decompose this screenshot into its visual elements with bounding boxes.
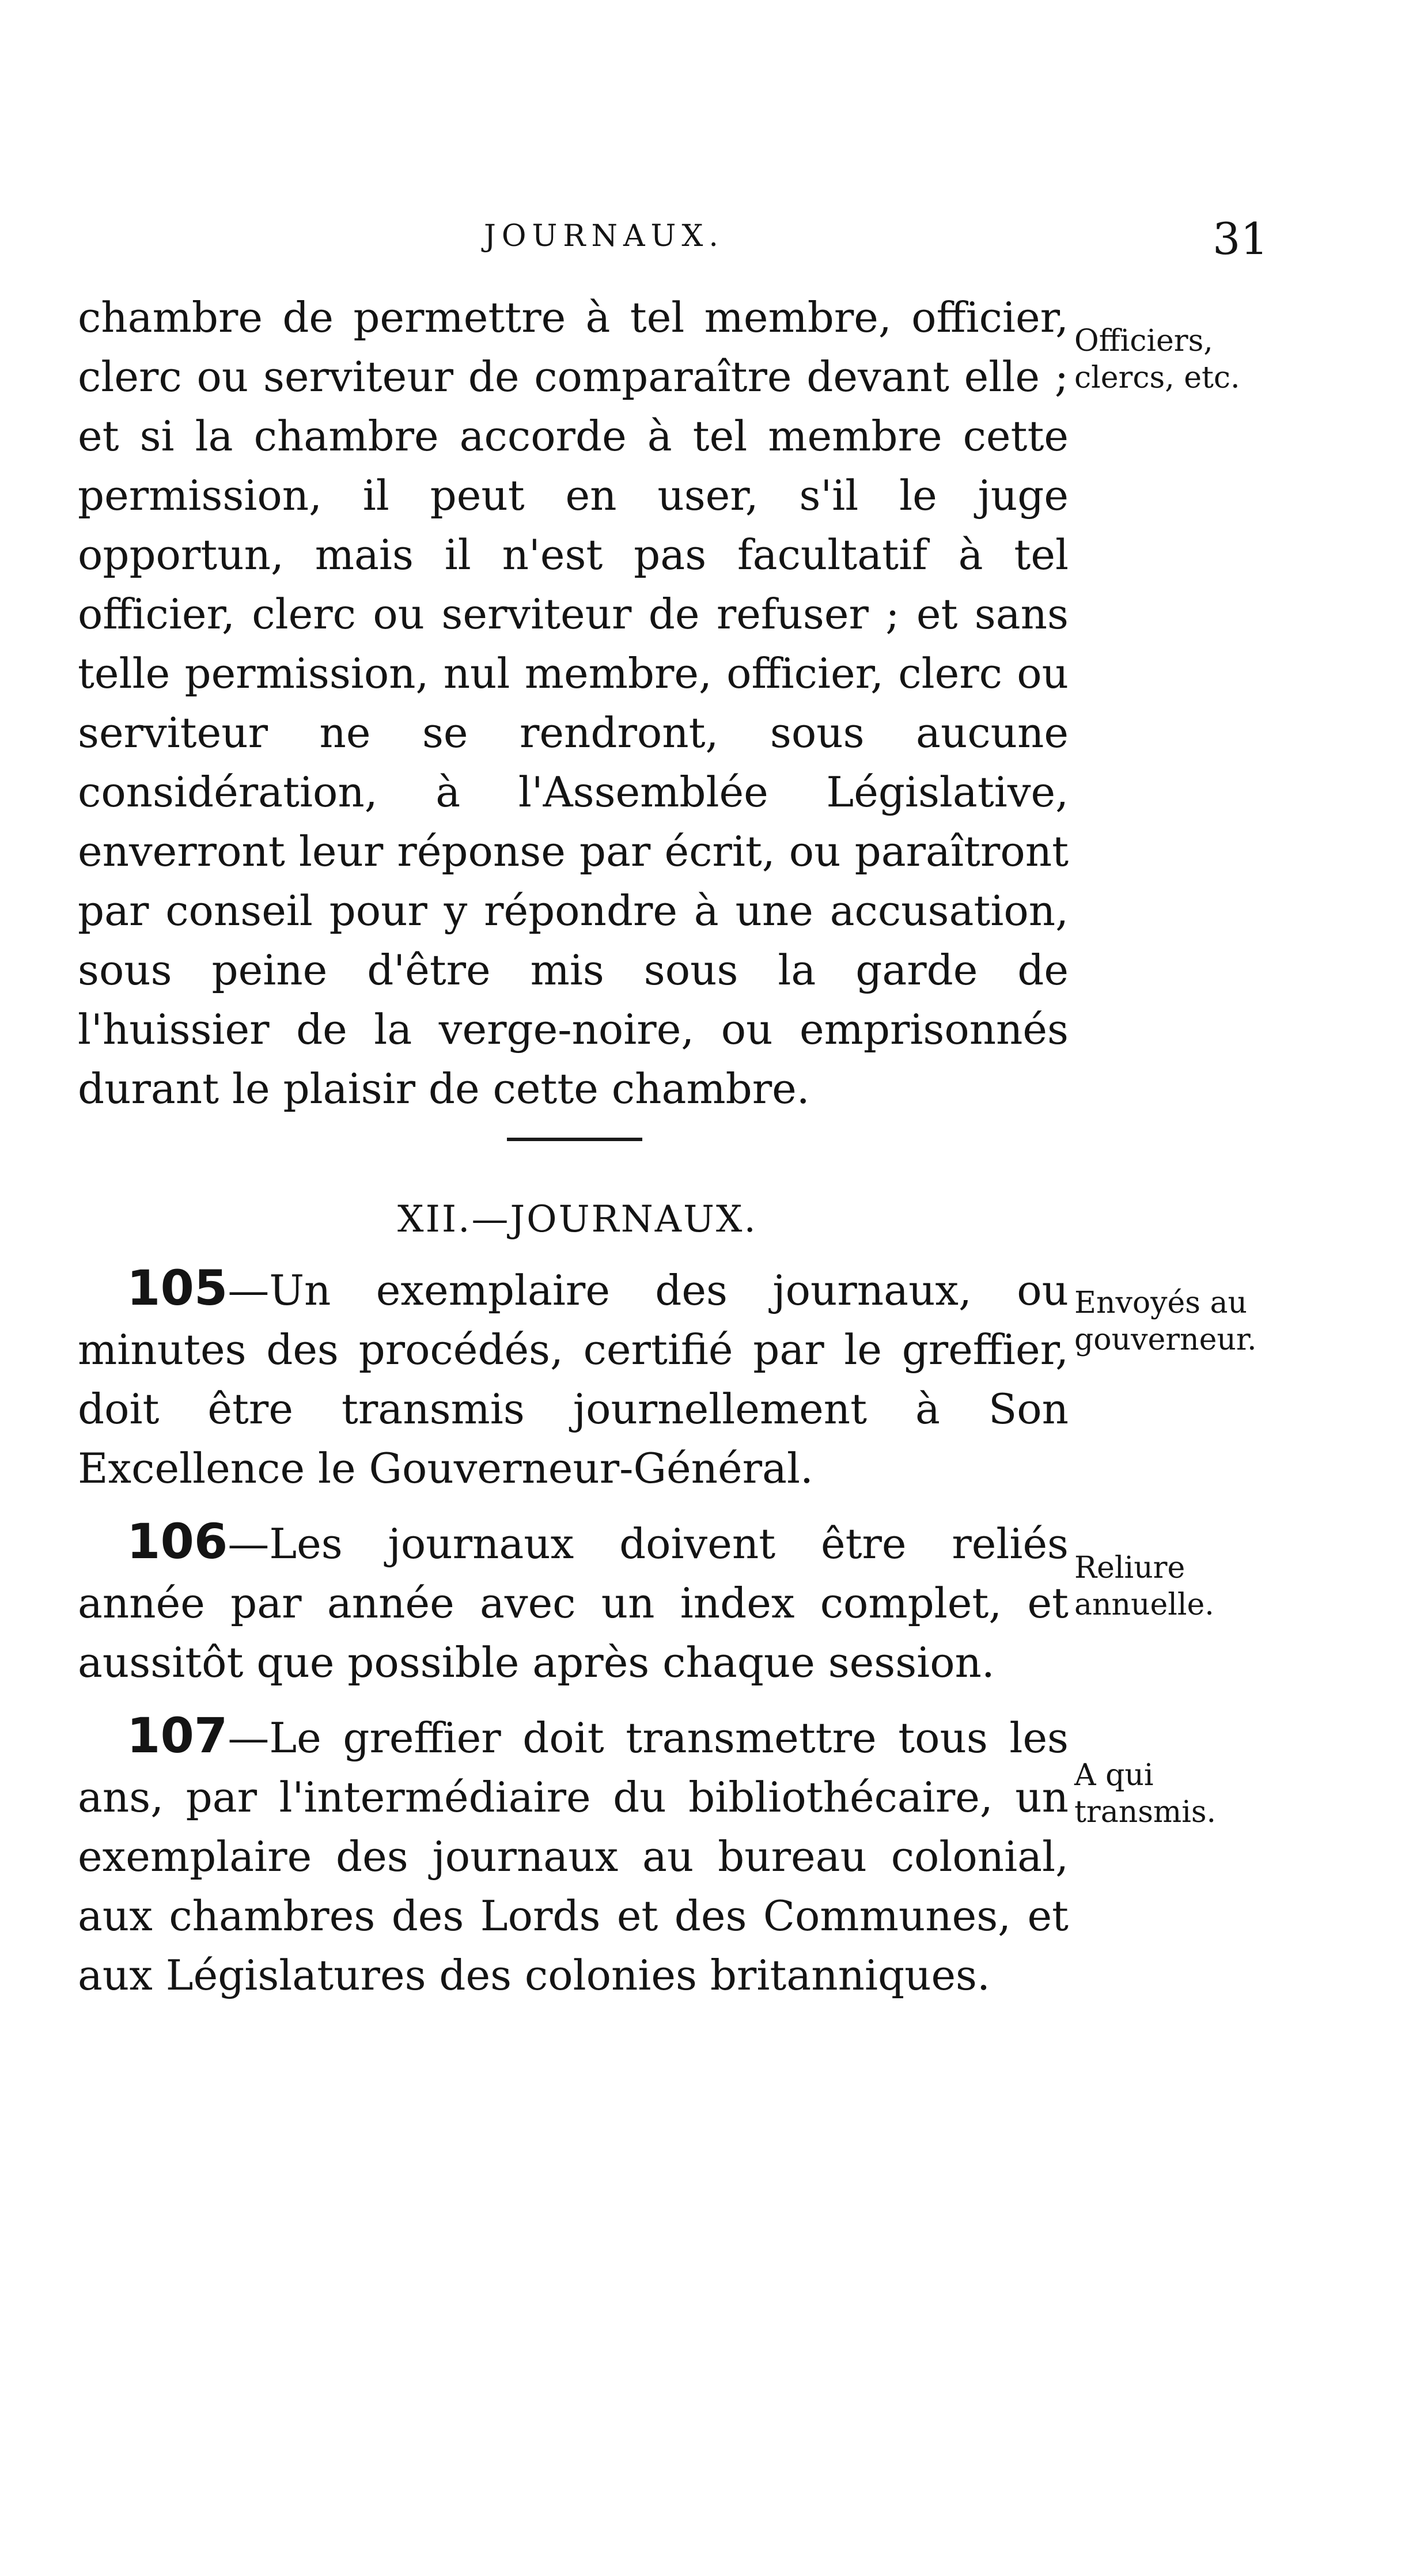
running-head: JOURNAUX. xyxy=(484,219,724,253)
section-text: —Le greffier doit transmettre tous les ans, par l'intermédiaire du bibliothécaire, un exemplaire des journaux au bureau colonial, aux chambres des Lords et des Communes, et aux Législatures des colonies britanniques. xyxy=(78,1714,1069,1999)
section-106 xyxy=(78,1512,1069,1692)
section-text: —Un exemplaire des journaux, ou minutes des procédés, certifié par le greffier, doit être transmis journellement à Son Excellence le Gouverneur-Général. xyxy=(78,1266,1069,1492)
section-text: —Les journaux doivent être reliés année par année avec un index complet, et aussitôt que possible après chaque session. xyxy=(78,1520,1069,1687)
section-heading: XII.—JOURNAUX. xyxy=(397,1198,757,1241)
section-107 xyxy=(78,1706,1069,2005)
section-number: 105 xyxy=(127,1260,228,1316)
section-number: 106 xyxy=(127,1513,228,1570)
margin-note-transmis: A qui transmis. xyxy=(1074,1758,1217,1829)
section-number: 107 xyxy=(127,1707,228,1764)
margin-note-reliure: Reliure annuelle. xyxy=(1074,1551,1214,1622)
section-divider xyxy=(507,1138,642,1141)
margin-note-officiers: Officiers, clercs, etc. xyxy=(1074,324,1240,395)
top-paragraph: chambre de permettre à tel membre, officier, clerc ou serviteur de comparaître devant elle ; et si la chambre accorde à tel membre cette permission, il peut en user, s'il le juge opportun, mais il n'est pas facultatif à tel officier, clerc ou serviteur de refuser ; et sans telle permission, nul membre, officier, clerc ou serviteur ne se rendront, sous aucune considération, à l'Assemblée Législative, enverront leur réponse par écrit, ou paraîtront par conseil pour y répondre à une accusation, sous peine d'être mis sous la garde de l'huissier de la verge-noire, ou emprisonnés durant le plaisir de cette chambre. xyxy=(78,293,1069,1113)
sections xyxy=(78,1259,1069,2019)
page-number: 31 xyxy=(1213,213,1268,264)
margin-note-envoyes: Envoyés au gouverneur. xyxy=(1074,1286,1257,1357)
section-105 xyxy=(78,1259,1069,1498)
